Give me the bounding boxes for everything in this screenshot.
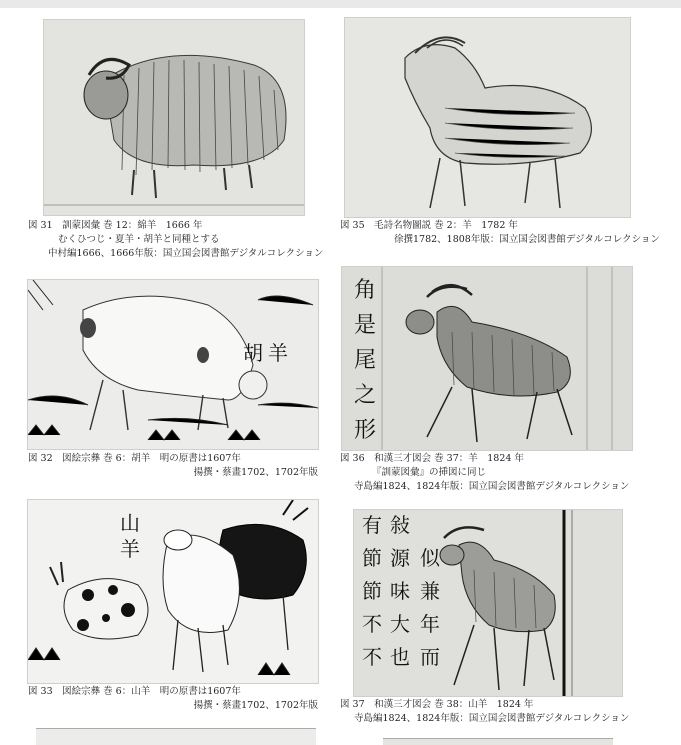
goat-with-text-illustration — [342, 267, 632, 450]
figure-36-inscription-5: 形 — [354, 418, 377, 443]
figure-36-image — [341, 266, 633, 451]
figure-32-image — [27, 279, 319, 450]
figure-33-inscription-1: 山 — [120, 511, 140, 535]
figure-33-inscription-2: 羊 — [120, 537, 140, 561]
woolly-sheep-illustration — [44, 20, 304, 215]
figure-37-inscription-8: 味 — [390, 579, 410, 603]
figure-37-inscription-11: 似 — [420, 546, 440, 570]
figure-36-caption-note: 『訓蒙図彙』の挿図に同じ — [372, 467, 487, 478]
figure-37-inscription-2: 節 — [362, 546, 382, 570]
goats-group-illustration — [28, 500, 318, 683]
figure-35-caption — [340, 219, 660, 247]
figure-33-image — [27, 499, 319, 684]
figure-37-inscription-4: 不 — [362, 612, 382, 636]
figure-36-caption — [340, 452, 629, 494]
figure-37-image — [353, 509, 623, 697]
grazing-sheep-illustration — [28, 280, 318, 449]
figure-35-image — [344, 17, 631, 218]
figure-32-inscription-2: 羊 — [268, 341, 288, 365]
figure-36-inscription-3: 尾 — [354, 348, 377, 373]
figure-31-image — [43, 19, 305, 216]
figure-37-inscription-7: 源 — [390, 546, 410, 570]
figure-32-caption — [28, 452, 318, 480]
figure-35-caption-title: 図 35 毛詩名物圖説 巻 2：羊 1782 年 — [340, 220, 518, 231]
figure-31-caption-title: 図 31 訓蒙図彙 巻 12：綿羊 1666 年 — [28, 220, 203, 231]
figure-37-inscription-14: 而 — [420, 645, 440, 669]
figure-36-inscription-2: 是 — [354, 313, 377, 338]
figure-33-caption-title: 図 33 図絵宗彝 巻 6：山羊 明の原書は1607年 — [28, 686, 241, 697]
figure-37-inscription-9: 大 — [390, 612, 410, 636]
next-figure-left-partial — [36, 728, 316, 745]
figure-37-caption — [340, 698, 629, 726]
figure-37-inscription-10: 也 — [390, 645, 410, 669]
figure-37-caption-title: 図 37 和漢三才図会 巻 38：山羊 1824 年 — [340, 699, 534, 710]
figure-36-inscription-4: 之 — [354, 383, 377, 408]
figure-32-caption-source: 揚撰・蔡畫1702、1702年版 — [193, 467, 318, 478]
figure-32-caption-title: 図 32 図絵宗彝 巻 6：胡羊 明の原書は1607年 — [28, 453, 241, 464]
figure-37-inscription-5: 不 — [362, 645, 382, 669]
figure-31-caption — [28, 219, 323, 261]
figure-37-caption-source: 寺島編1824、1824年版：国立国会図書館デジタルコレクション — [354, 713, 630, 724]
figure-36-inscription-1: 角 — [354, 278, 377, 303]
figure-36-caption-source: 寺島編1824、1824年版：国立国会図書館デジタルコレクション — [354, 481, 630, 492]
figure-31-caption-note: むくひつじ・夏羊・胡羊と同種とする — [58, 234, 220, 245]
figure-35-caption-source: 徐撰1782、1808年版：国立国会図書館デジタルコレクション — [394, 234, 660, 245]
figure-37-inscription-13: 年 — [420, 612, 440, 636]
figure-37-inscription-1: 有 — [362, 513, 382, 537]
figure-37-inscription-12: 兼 — [420, 579, 440, 603]
ram-illustration — [345, 18, 630, 217]
figure-37-inscription-3: 節 — [362, 579, 382, 603]
figure-33-caption-source: 揚撰・蔡畫1702、1702年版 — [193, 700, 318, 711]
figure-33-caption — [28, 685, 318, 713]
figure-31-caption-source: 中村編1666、1666年版：国立国会図書館デジタルコレクション — [48, 248, 324, 259]
goat-with-text-illustration — [354, 510, 622, 696]
figure-37-inscription-6: 敍 — [390, 513, 410, 537]
top-scroll-strip — [0, 0, 681, 8]
figure-36-caption-title: 図 36 和漢三才図会 巻 37：羊 1824 年 — [340, 453, 524, 464]
figure-32-inscription-1: 胡 — [243, 341, 263, 365]
